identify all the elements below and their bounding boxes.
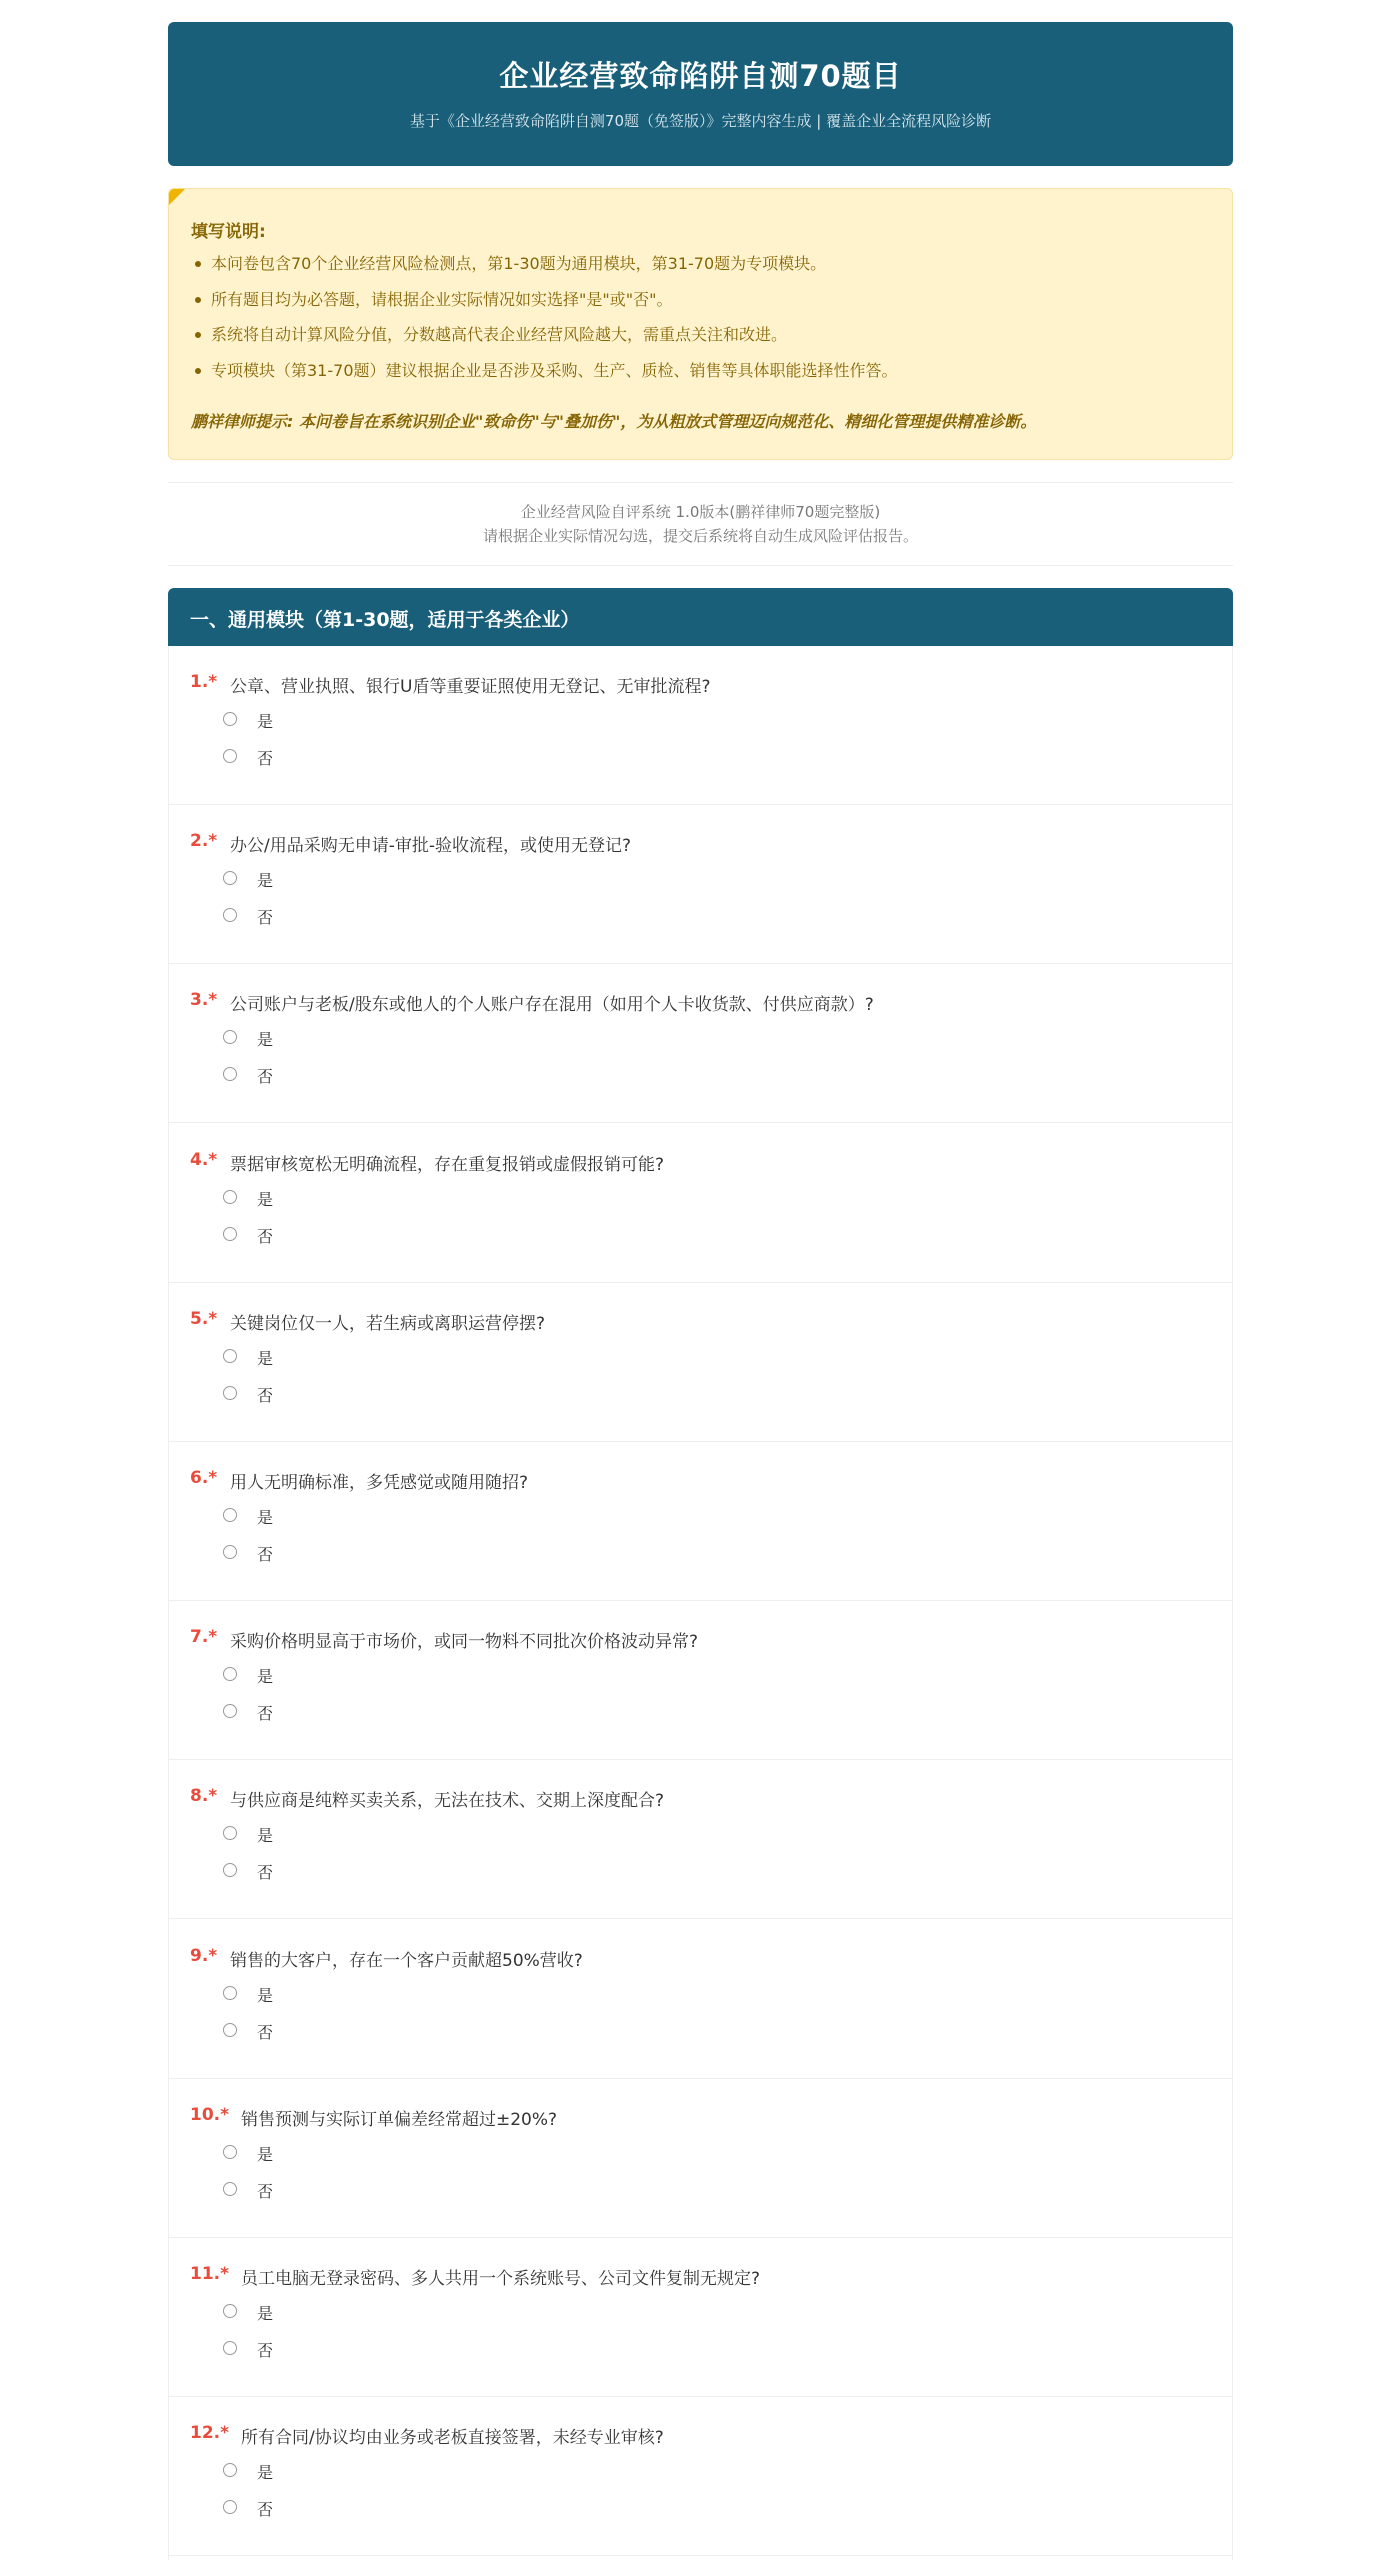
option-label: 是	[257, 2463, 274, 2483]
question-text: 所有合同/协议均由业务或老板直接签署，未经专业审核?	[241, 2428, 664, 2449]
option-label: 否	[257, 1704, 274, 1724]
option-label: 否	[257, 2341, 274, 2360]
bullet-icon	[195, 368, 201, 374]
system-info	[168, 482, 1233, 566]
question-text: 销售的大客户，存在一个客户贡献超50%营收?	[230, 1950, 583, 1971]
question-text: 用人无明确标准，多凭感觉或随用随招?	[230, 1473, 529, 1493]
radio-button[interactable]	[223, 1704, 237, 1718]
question-number: 1.*	[190, 672, 218, 692]
instruction-text: 本问卷包含70个企业经营风险检测点，第1-30题为通用模块，第31-70题为专项模块。	[211, 254, 827, 273]
question-item	[169, 805, 1232, 964]
question-item	[169, 646, 1232, 805]
question-item	[169, 964, 1232, 1123]
question-text: 与供应商是纯粹买卖关系，无法在技术、交期上深度配合?	[230, 1791, 665, 1812]
option-label: 是	[257, 2304, 274, 2323]
radio-button[interactable]	[223, 1190, 237, 1204]
question-text: 公章、营业执照、银行U盾等重要证照使用无登记、无审批流程?	[230, 677, 711, 697]
instruction-item	[191, 324, 898, 360]
radio-button[interactable]	[223, 2463, 237, 2477]
question-item	[169, 1760, 1232, 1919]
radio-button[interactable]	[223, 871, 237, 885]
corner-marker	[169, 189, 185, 205]
question-number: 5.*	[190, 1308, 218, 1329]
question-text: 票据审核宽松无明确流程，存在重复报销或虚假报销可能?	[230, 1154, 665, 1175]
page-title: 企业经营致命陷阱自测70题目	[499, 59, 902, 93]
bullet-icon	[195, 261, 201, 267]
option-label: 是	[257, 1667, 274, 1687]
question-item	[169, 1601, 1232, 1760]
question-text: 关键岗位仅一人，若生病或离职运营停摆?	[230, 1313, 546, 1334]
radio-button[interactable]	[223, 1349, 237, 1363]
lawyer-tip	[191, 409, 1036, 432]
instructions-list	[191, 253, 898, 395]
option-label: 是	[257, 871, 274, 891]
instruction-item	[191, 289, 898, 325]
option-label: 否	[257, 2500, 274, 2520]
option-label: 否	[257, 2181, 274, 2201]
option-label: 否	[257, 1067, 274, 1087]
question-text: 办公/用品采购无申请-审批-验收流程，或使用无登记?	[230, 836, 632, 857]
radio-button[interactable]	[223, 749, 237, 763]
question-item	[169, 2079, 1232, 2238]
radio-button[interactable]	[223, 1863, 237, 1877]
question-number: 10.*	[190, 2104, 230, 2125]
option-label: 否	[257, 908, 274, 928]
question-item	[169, 2238, 1232, 2397]
option-label: 否	[257, 2022, 274, 2042]
question-number: 11.*	[190, 2264, 230, 2284]
radio-button[interactable]	[223, 2341, 237, 2355]
instruction-text: 专项模块（第31-70题）建议根据企业是否涉及采购、生产、质检、销售等具体职能选择性作答。	[211, 360, 898, 380]
radio-button[interactable]	[223, 2500, 237, 2514]
question-number: 3.*	[190, 990, 218, 1011]
option-label: 是	[257, 712, 274, 731]
option-label: 否	[257, 1863, 274, 1883]
module-header	[168, 588, 1233, 646]
radio-button[interactable]	[223, 1067, 237, 1081]
system-hint: 请根据企业实际情况勾选，提交后系统将自动生成风险评估报告。	[482, 527, 918, 545]
radio-button[interactable]	[223, 2304, 237, 2318]
radio-button[interactable]	[223, 1508, 237, 1522]
option-label: 是	[257, 1189, 274, 1209]
radio-button[interactable]	[223, 712, 237, 726]
radio-button[interactable]	[223, 2182, 237, 2196]
question-text: 公司账户与老板/股东或他人的个人账户存在混用（如用个人卡收货款、付供应商款）?	[230, 995, 874, 1016]
radio-button[interactable]	[223, 1667, 237, 1681]
bullet-icon	[195, 297, 201, 303]
question-item	[169, 1920, 1232, 2079]
question-number: 12.*	[190, 2423, 230, 2444]
question-text: 销售预测与实际订单偏差经常超过±20%?	[241, 2109, 558, 2130]
question-item	[169, 1442, 1232, 1601]
instructions-panel	[168, 188, 1233, 460]
radio-button[interactable]	[223, 1386, 237, 1400]
option-label: 是	[257, 1508, 274, 1527]
option-label: 否	[257, 749, 274, 768]
radio-button[interactable]	[223, 908, 237, 922]
instruction-text: 系统将自动计算风险分值，分数越高代表企业经营风险越大，需重点关注和改进。	[211, 325, 788, 344]
question-number: 8.*	[190, 1786, 218, 1807]
instruction-item	[191, 253, 898, 289]
question-item	[169, 2397, 1232, 2556]
radio-button[interactable]	[223, 1030, 237, 1044]
radio-button[interactable]	[223, 1986, 237, 2000]
option-label: 是	[257, 1030, 274, 1050]
module-title: 一、通用模块（第1-30题，适用于各类企业）	[190, 609, 580, 631]
radio-button[interactable]	[223, 2145, 237, 2159]
page-header	[168, 22, 1233, 166]
instruction-item	[191, 360, 898, 396]
option-label: 否	[257, 1385, 274, 1405]
question-number: 7.*	[190, 1627, 218, 1648]
instructions-title: 填写说明:	[191, 222, 266, 242]
page-subtitle: 基于《企业经营致命陷阱自测70题（免签版）》完整内容生成 | 覆盖企业全流程风险诊断	[409, 112, 992, 130]
lawyer-tip-text: 本问卷旨在系统识别企业"致命伤"与"叠加伤"，为从粗放式管理迈向规范化、精细化管理提供精准诊断。	[298, 412, 1037, 431]
instruction-text: 所有题目均为必答题，请根据企业实际情况如实选择"是"或"否"。	[211, 289, 673, 309]
question-number: 2.*	[190, 831, 218, 852]
option-label: 是	[257, 2144, 274, 2164]
option-label: 否	[257, 1545, 274, 1564]
option-label: 是	[257, 1985, 274, 2005]
option-label: 否	[257, 1226, 274, 1246]
radio-button[interactable]	[223, 1227, 237, 1241]
question-item	[169, 1124, 1232, 1283]
bullet-icon	[195, 332, 201, 338]
question-item	[169, 1283, 1232, 1442]
question-text: 采购价格明显高于市场价，或同一物料不同批次价格波动异常?	[230, 1632, 699, 1653]
radio-button[interactable]	[223, 1826, 237, 1840]
lawyer-tip-label: 鹏祥律师提示:	[191, 412, 294, 431]
radio-button[interactable]	[223, 2023, 237, 2037]
option-label: 是	[257, 1348, 274, 1368]
question-number: 4.*	[190, 1149, 218, 1170]
radio-button[interactable]	[223, 1545, 237, 1559]
system-version: 企业经营风险自评系统 1.0版本(鹏祥律师70题完整版)	[520, 503, 881, 521]
question-list	[168, 646, 1233, 2560]
question-number: 6.*	[190, 1468, 218, 1488]
question-number: 9.*	[190, 1945, 218, 1966]
question-text: 员工电脑无登录密码、多人共用一个系统账号、公司文件复制无规定?	[241, 2269, 761, 2289]
option-label: 是	[257, 1826, 274, 1846]
